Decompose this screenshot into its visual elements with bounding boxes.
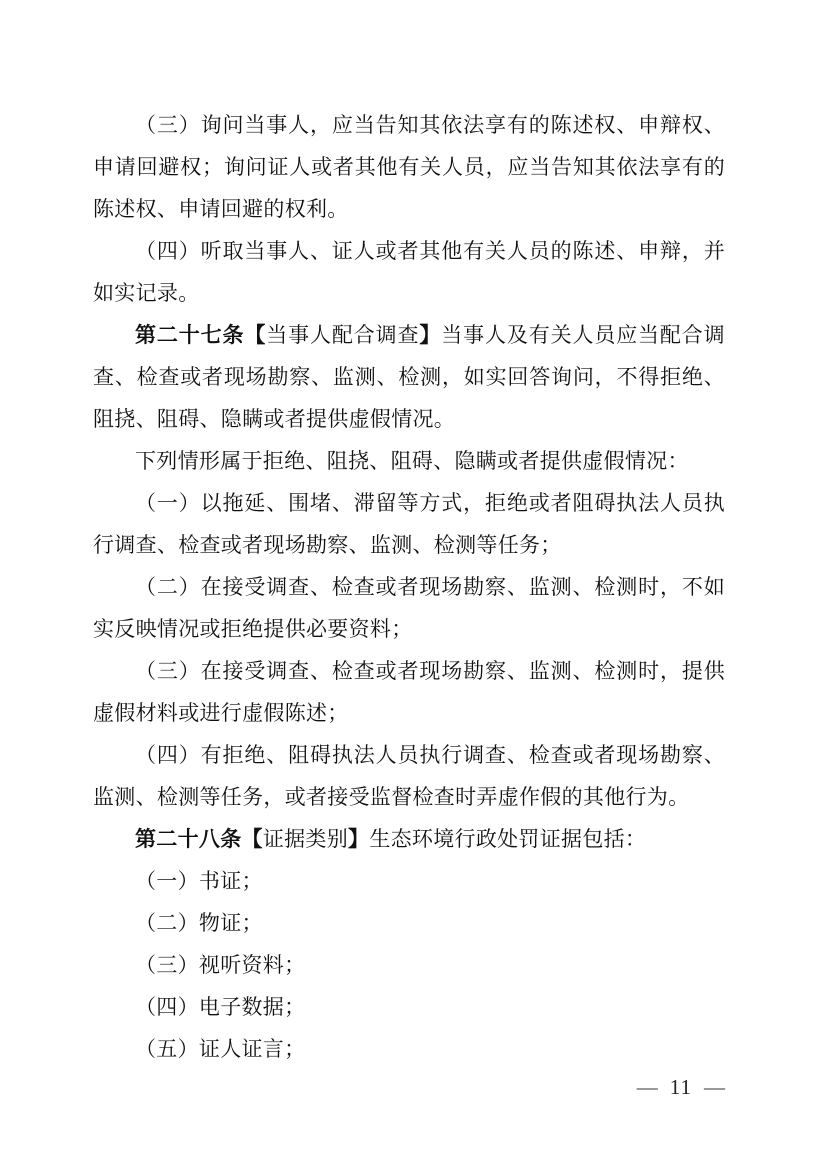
text-line	[93, 272, 725, 314]
text-segment: 当事人配合调查	[266, 323, 420, 347]
text-line	[93, 944, 725, 986]
page-number-right-dash: —	[704, 1075, 725, 1099]
text-segment: （五）证人证言；	[135, 1037, 306, 1061]
text-line	[93, 860, 725, 902]
text-line	[93, 608, 725, 650]
text-segment: 行调查、检查或者现场勘察、监测、检测等任务；	[93, 533, 562, 557]
text-line	[93, 986, 725, 1028]
bold-text-segment: 【	[241, 828, 263, 851]
bold-text-segment: 】	[419, 324, 442, 347]
document-body	[93, 104, 725, 1070]
text-segment: （三）询问当事人，应当告知其依法享有的陈述权、申辩权、	[135, 113, 725, 137]
bold-text-segment: 第二十八条	[135, 828, 242, 851]
text-segment: 申请回避权；询问证人或者其他有关人员，应当告知其依法享有的	[93, 155, 725, 179]
text-line	[93, 146, 725, 188]
text-segment: （三）在接受调查、检查或者现场勘察、监测、检测时，提供	[135, 659, 725, 683]
text-segment: 证据类别	[262, 827, 349, 851]
text-segment: 实反映情况或拒绝提供必要资料；	[93, 617, 413, 641]
text-line	[93, 692, 725, 734]
bold-text-segment: 】	[348, 828, 370, 851]
text-segment: （三）视听资料；	[135, 953, 306, 977]
text-line	[93, 398, 725, 440]
text-segment: （一）书证；	[135, 869, 263, 893]
text-line	[93, 902, 725, 944]
text-segment: 查、检查或者现场勘察、监测、检测，如实回答询问，不得拒绝、	[93, 365, 725, 389]
text-segment: 当事人及有关人员应当配合调	[441, 323, 725, 347]
text-segment: 下列情形属于拒绝、阻挠、阻碍、隐瞒或者提供虚假情况：	[135, 449, 689, 473]
text-segment: （二）在接受调查、检查或者现场勘察、监测、检测时，不如	[135, 575, 725, 599]
text-segment: 如实记录。	[93, 281, 200, 305]
text-segment: 虚假材料或进行虚假陈述；	[93, 701, 349, 725]
text-segment: 阻挠、阻碍、隐瞒或者提供虚假情况。	[93, 407, 456, 431]
bold-text-segment: 【	[244, 324, 267, 347]
text-line	[93, 230, 725, 272]
text-segment: 陈述权、申请回避的权利。	[93, 197, 349, 221]
text-segment: （四）听取当事人、证人或者其他有关人员的陈述、申辩，并	[135, 239, 725, 263]
text-line	[93, 104, 725, 146]
text-line	[93, 734, 725, 776]
text-line	[93, 650, 725, 692]
text-segment: （一）以拖延、围堵、滞留等方式，拒绝或者阻碍执法人员执	[135, 491, 725, 515]
text-line	[93, 1028, 725, 1070]
text-segment: （二）物证；	[135, 911, 263, 935]
text-segment: （四）有拒绝、阻碍执法人员执行调查、检查或者现场勘察、	[135, 743, 725, 767]
page-number-left-dash: —	[636, 1075, 658, 1099]
text-line	[93, 482, 725, 524]
text-segment: （四）电子数据；	[135, 995, 306, 1019]
page-number: 11	[669, 1075, 692, 1099]
text-segment: 生态环境行政处罚证据包括：	[369, 827, 647, 851]
text-line	[93, 188, 725, 230]
text-line	[93, 818, 725, 860]
text-line	[93, 524, 725, 566]
text-line	[93, 314, 725, 356]
text-segment: 监测、检测等任务，或者接受监督检查时弄虚作假的其他行为。	[93, 785, 690, 809]
text-line	[93, 440, 725, 482]
text-line	[93, 776, 725, 818]
page-footer	[93, 1074, 725, 1100]
text-line	[93, 356, 725, 398]
text-line	[93, 566, 725, 608]
bold-text-segment: 第二十七条	[135, 324, 245, 347]
